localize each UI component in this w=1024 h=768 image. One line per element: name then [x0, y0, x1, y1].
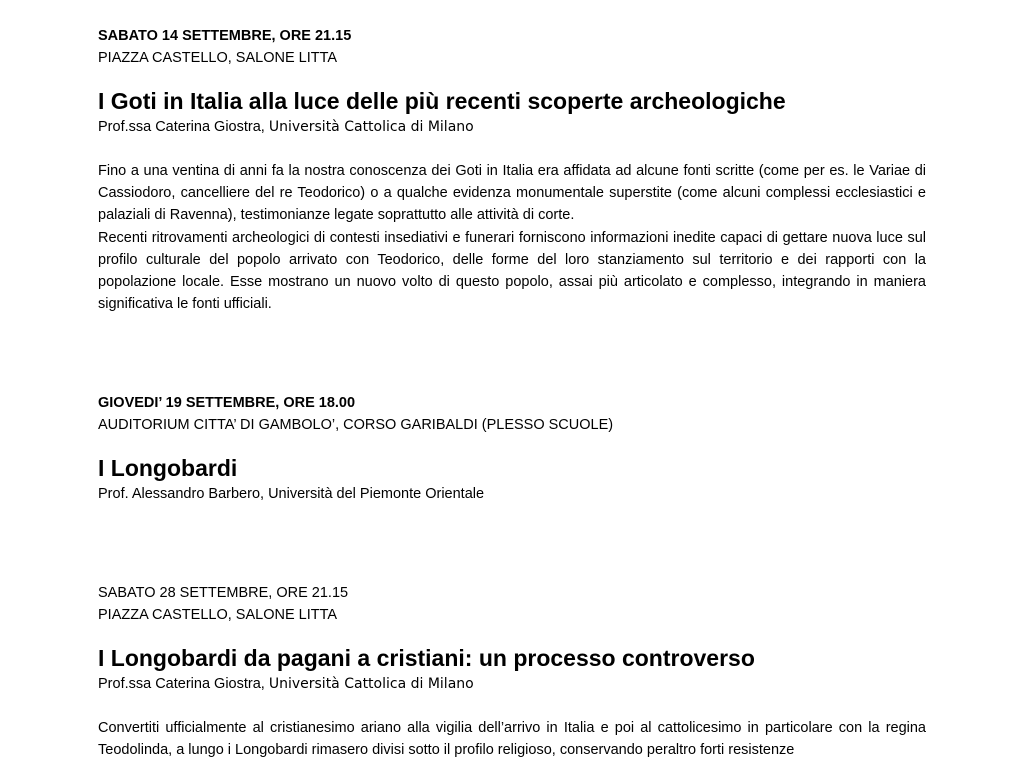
- event-description-paragraph: Fino a una ventina di anni fa la nostra conoscenza dei Goti in Italia era affidata ad alcune fonti scritte (come per es. le Variae di Cassiodoro, cancelliere del re Teodorico) o a qualche evidenza monumentale superstite (come alcuni complessi ecclesiastici e palaziali di Ravenna), testimonianze legate soprattutto alle attività di corte.: [98, 163, 926, 224]
- speaker-affiliation: Università Cattolica di Milano: [268, 119, 474, 135]
- event-place: PIAZZA CASTELLO, SALONE LITTA: [98, 50, 338, 66]
- event-description-paragraph: Recenti ritrovamenti archeologici di contesti insediativi e funerari forniscono informazioni inedite capaci di gettare nuova luce sul profilo culturale del popolo arrivato con Teodorico, delle forme del loro stanziamento sul territorio e dei rapporti con la popolazione locale. Esse mostrano un nuovo volto di questo popolo, assai più articolato e complesso, integrando in maniera significativa le fonti ufficiali.: [98, 229, 926, 313]
- speaker-name: Prof.ssa Caterina Giostra,: [98, 676, 269, 692]
- event-speaker: [98, 116, 926, 138]
- event-description-paragraph: Convertiti ufficialmente al cristianesimo ariano alla vigilia dell’arrivo in Italia e poi al cattolicesimo in particolare con la regina Teodolinda, a lungo i Longobardi rimasero divisi sotto il profilo religioso, conservando peraltro forti resistenze: [98, 720, 926, 759]
- event-title: I Goti in Italia alla luce delle più recenti scoperte archeologiche: [98, 88, 786, 114]
- event-speaker: Prof. Alessandro Barbero, Università del Piemonte Orientale: [98, 486, 485, 502]
- event-longobardi-cristiani: [98, 582, 926, 761]
- event-date: SABATO 28 SETTEMBRE, ORE 21.15: [98, 585, 349, 601]
- event-date: GIOVEDI’ 19 SETTEMBRE, ORE 18.00: [98, 395, 356, 411]
- event-title: I Longobardi da pagani a cristiani: un processo controverso: [98, 645, 755, 671]
- event-date: SABATO 14 SETTEMBRE, ORE 21.15: [98, 28, 352, 44]
- event-speaker: [98, 673, 926, 695]
- speaker-affiliation: Università Cattolica di Milano: [268, 676, 474, 692]
- event-place: AUDITORIUM CITTA’ DI GAMBOLO’, CORSO GARIBALDI (PLESSO SCUOLE): [98, 417, 614, 433]
- speaker-name: Prof.ssa Caterina Giostra,: [98, 119, 269, 135]
- event-longobardi: [98, 392, 926, 505]
- event-place: PIAZZA CASTELLO, SALONE LITTA: [98, 607, 338, 623]
- event-goti: [98, 25, 926, 315]
- event-title: I Longobardi: [98, 455, 238, 481]
